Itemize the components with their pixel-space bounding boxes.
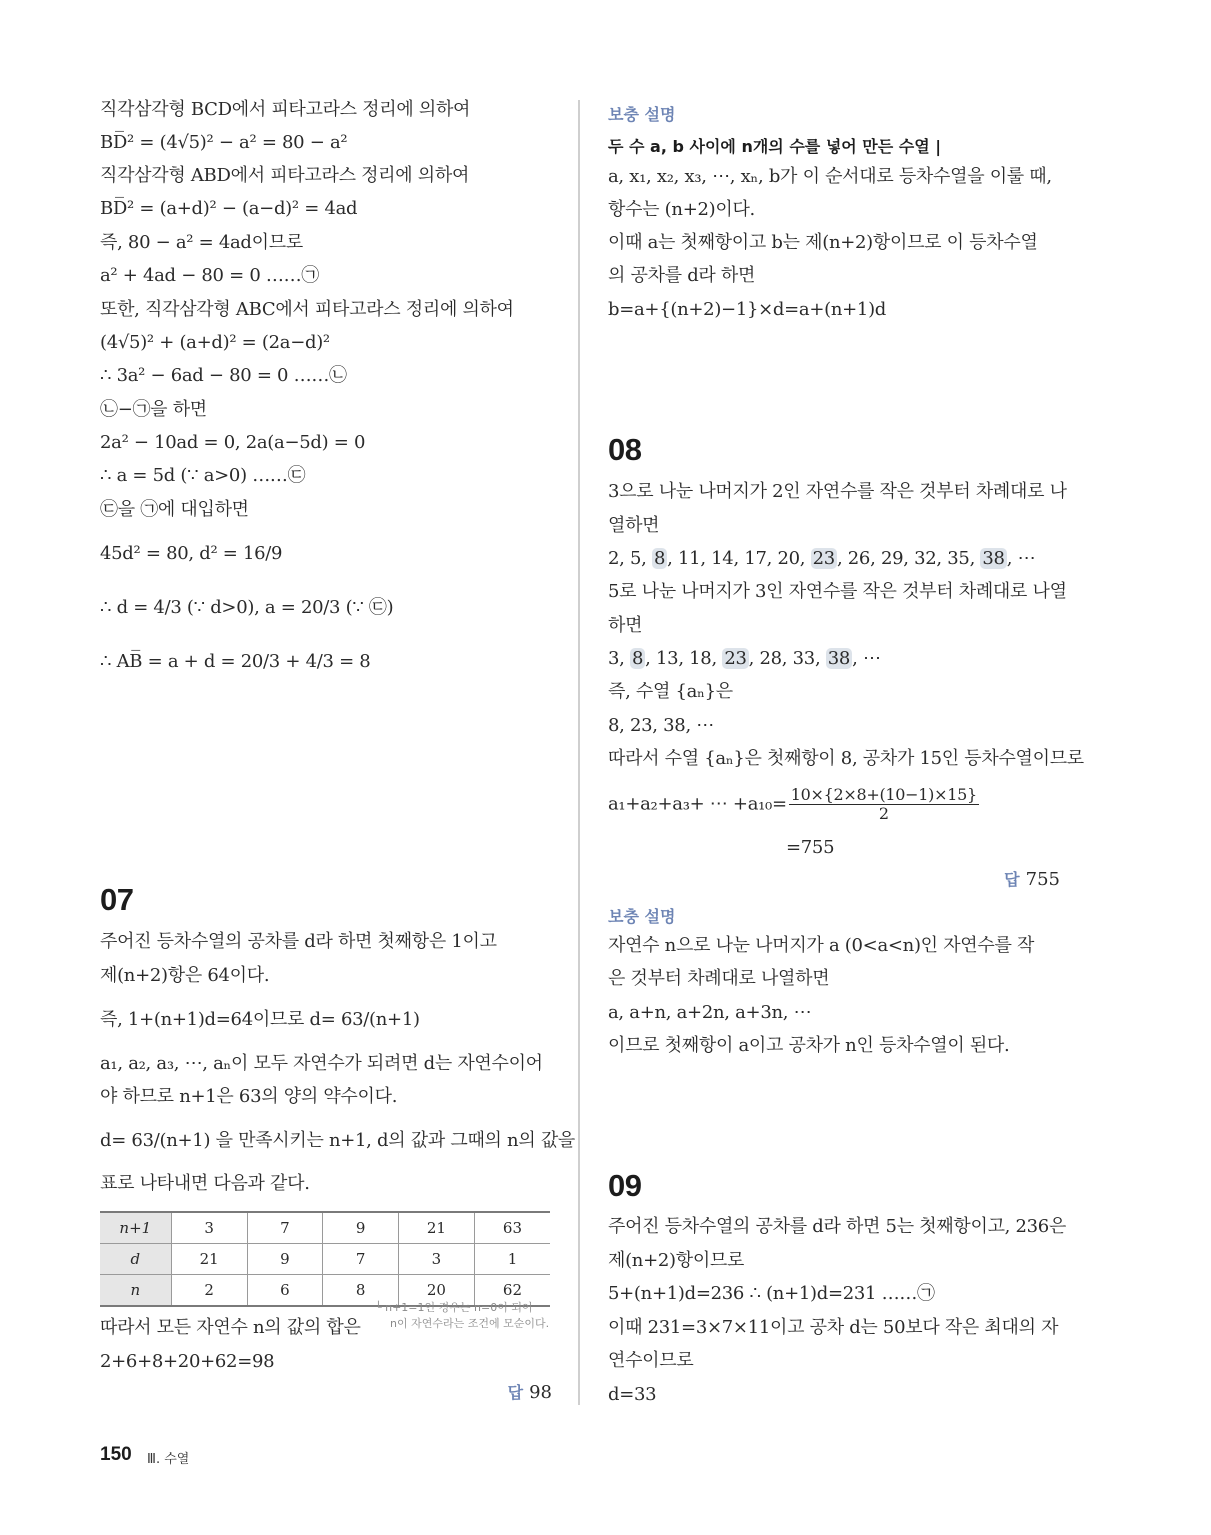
answer-label: 답 <box>1004 870 1020 889</box>
table-cell: 3 <box>171 1212 247 1244</box>
text-line: 즉, 80 − a² = 4ad이므로 <box>100 232 303 253</box>
text-line: a, x₁, x₂, x₃, ⋯, xₙ, b가 이 순서대로 등차수열을 이룰 때, <box>608 166 1052 187</box>
fraction <box>789 786 979 823</box>
sequence-line-2: 3, 8 , 13, 18, 23 , 28, 33, 38 , ⋯ <box>608 648 881 669</box>
seq-term-highlighted: 23 <box>812 548 835 569</box>
table-row <box>100 1244 550 1275</box>
equation-line: ∴ a = 5d (∵ a>0) ……㉢ <box>100 465 306 486</box>
supplement-title: 보충 설명 <box>608 105 676 124</box>
text-line: 자연수 n으로 나눈 나머지가 a (0<a<n)인 자연수를 작 <box>608 935 1035 956</box>
answer-value: 755 <box>1025 869 1060 890</box>
text-line: 표로 나타내면 다음과 같다. <box>100 1173 310 1194</box>
page-number: 150 <box>100 1444 132 1465</box>
text-line: 의 공차를 d라 하면 <box>608 265 756 286</box>
table-cell: 9 <box>323 1212 399 1244</box>
seq-term: 13 <box>656 648 679 669</box>
row-header: n+1 <box>100 1212 171 1244</box>
seq-term-highlighted: 38 <box>982 548 1005 569</box>
equation-line: 2+6+8+20+62=98 <box>100 1351 275 1372</box>
seq-term: 5 <box>630 548 642 569</box>
seq-term-highlighted: 23 <box>724 648 747 669</box>
text-line: 따라서 모든 자연수 n의 값의 합은 <box>100 1317 361 1338</box>
text-line: 5로 나눈 나머지가 3인 자연수를 작은 것부터 차례대로 나열 <box>608 581 1067 602</box>
section-label: Ⅲ. 수열 <box>147 1452 190 1467</box>
seq-term-highlighted: 8 <box>632 648 644 669</box>
table-cell: 2 <box>171 1275 247 1307</box>
seq-term: 17 <box>744 548 767 569</box>
column-divider <box>578 100 580 1405</box>
seq-term: 11 <box>678 548 701 569</box>
seq-term: 18 <box>689 648 712 669</box>
table-cell: 7 <box>247 1212 323 1244</box>
text-line: 또한, 직각삼각형 ABC에서 피타고라스 정리에 의하여 <box>100 299 514 320</box>
row-header: d <box>100 1244 171 1275</box>
text-line: ㉢을 ㉠에 대입하면 <box>100 499 249 520</box>
text-line: 3으로 나눈 나머지가 2인 자연수를 작은 것부터 차례대로 나 <box>608 481 1067 502</box>
sum-result: =755 <box>786 837 835 858</box>
text-line: ㉡−㉠을 하면 <box>100 399 207 420</box>
sum-equation <box>608 786 981 823</box>
seq-term: 33 <box>792 648 815 669</box>
answer-value: 98 <box>529 1382 552 1403</box>
equation-line: 5+(n+1)d=236 ∴ (n+1)d=231 ……㉠ <box>608 1283 935 1304</box>
seq-term: 20 <box>777 548 800 569</box>
equation-line: ∴ AB̅ = a + d = 20/3 + 4/3 = 8 <box>100 651 371 672</box>
equation-line: 45d² = 80, d² = 16/9 <box>100 543 283 564</box>
equation-line: (4√5)² + (a+d)² = (2a−d)² <box>100 332 330 353</box>
table-cell: 1 <box>474 1244 550 1275</box>
text-line: 제(n+2)항은 64이다. <box>100 965 270 986</box>
table-cell: 6 <box>247 1275 323 1307</box>
seq-term: ⋯ <box>862 648 881 669</box>
problem-number-09: 09 <box>608 1168 642 1203</box>
table-cell: 3 <box>398 1244 474 1275</box>
table-cell: 21 <box>171 1244 247 1275</box>
equation-line: 2a² − 10ad = 0, 2a(a−5d) = 0 <box>100 432 366 453</box>
seq-term: 32 <box>914 548 937 569</box>
table-cell: 21 <box>398 1212 474 1244</box>
table-cell: 20 <box>398 1275 474 1307</box>
text-line: 열하면 <box>608 515 660 536</box>
equation-line: ∴ 3a² − 6ad − 80 = 0 ……㉡ <box>100 365 347 386</box>
equation-line: BD̅² = (4√5)² − a² = 80 − a² <box>100 132 348 153</box>
sequence-line-1: 2, 5, 8 , 11, 14, 17, 20, 23 , 26, 29, 32, 35, 38 , ⋯ <box>608 548 1036 569</box>
supplement-subtitle: 두 수 a, b 사이에 n개의 수를 넣어 만든 수열 | <box>608 137 942 156</box>
text-line: 야 하므로 n+1은 63의 양의 약수이다. <box>100 1086 398 1107</box>
text-line: 8, 23, 38, ⋯ <box>608 715 714 736</box>
text-line: 주어진 등차수열의 공차를 d라 하면 5는 첫째항이고, 236은 <box>608 1216 1067 1237</box>
text-line: 이때 231=3×7×11이고 공차 d는 50보다 작은 최대의 자 <box>608 1317 1059 1338</box>
table-row <box>100 1212 550 1244</box>
seq-term: 2 <box>608 548 620 569</box>
table-cell: 8 <box>323 1275 399 1307</box>
equation-line: ∴ d = 4/3 (∵ d>0), a = 20/3 (∵ ㉢) <box>100 597 394 618</box>
seq-term: 14 <box>711 548 734 569</box>
text-line: 직각삼각형 ABD에서 피타고라스 정리에 의하여 <box>100 165 470 186</box>
supplement-title: 보충 설명 <box>608 907 676 926</box>
equation-line: b=a+{(n+2)−1}×d=a+(n+1)d <box>608 299 887 320</box>
seq-term-highlighted: 8 <box>654 548 666 569</box>
text-line: 은 것부터 차례대로 나열하면 <box>608 968 830 989</box>
text-line: 하면 <box>608 615 643 636</box>
text-line: 항수는 (n+2)이다. <box>608 199 755 220</box>
text-line: 이때 a는 첫째항이고 b는 제(n+2)항이므로 이 등차수열 <box>608 232 1038 253</box>
text-line: 제(n+2)항이므로 <box>608 1250 745 1271</box>
answer <box>508 1380 552 1403</box>
equation-line: 즉, 1+(n+1)d=64이므로 d= 63/(n+1) <box>100 1009 420 1030</box>
sum-lhs: a₁+a₂+a₃+ ⋯ +a₁₀= <box>608 793 787 815</box>
fraction-numerator: 10×{2×8+(10−1)×15} <box>790 785 977 804</box>
equation-line: d=33 <box>608 1384 657 1405</box>
seq-term: 29 <box>880 548 904 569</box>
table-cell: 62 <box>474 1275 550 1307</box>
text-line: a₁, a₂, a₃, ⋯, aₙ이 모두 자연수가 되려면 d는 자연수이어 <box>100 1053 543 1074</box>
values-table <box>100 1211 550 1307</box>
seq-term: 28 <box>759 648 782 669</box>
row-header: n <box>100 1275 171 1307</box>
seq-term-highlighted: 38 <box>827 648 851 669</box>
seq-term: 35 <box>947 548 970 569</box>
equation-line: a, a+n, a+2n, a+3n, ⋯ <box>608 1002 812 1023</box>
equation-line: d= 63/(n+1) 을 만족시키는 n+1, d의 값과 그때의 n의 값을 <box>100 1130 576 1151</box>
fraction-denominator: 2 <box>878 804 889 823</box>
seq-term: 26 <box>847 548 871 569</box>
answer <box>1004 867 1060 890</box>
table-cell: 7 <box>323 1244 399 1275</box>
text-line: 이므로 첫째항이 a이고 공차가 n인 등차수열이 된다. <box>608 1035 1010 1056</box>
text-line: 따라서 수열 {aₙ}은 첫째항이 8, 공차가 15인 등차수열이므로 <box>608 748 1084 769</box>
problem-number-08: 08 <box>608 432 642 467</box>
equation-line: a² + 4ad − 80 = 0 ……㉠ <box>100 265 320 286</box>
margin-note: └ n+1=1인 경우는 n=0이 되어 <box>375 1301 533 1314</box>
table-cell: 9 <box>247 1244 323 1275</box>
answer-label: 답 <box>507 1383 524 1402</box>
table-cell: 63 <box>474 1212 550 1244</box>
seq-term: 3 <box>608 648 620 669</box>
equation-line: BD̅² = (a+d)² − (a−d)² = 4ad <box>100 198 358 219</box>
text-line: 직각삼각형 BCD에서 피타고라스 정리에 의하여 <box>100 99 471 120</box>
text-line: 연수이므로 <box>608 1350 694 1371</box>
problem-number-07: 07 <box>100 882 134 917</box>
margin-note: n이 자연수라는 조건에 모순이다. <box>390 1317 550 1330</box>
text-line: 주어진 등차수열의 공차를 d라 하면 첫째항은 1이고 <box>100 931 497 952</box>
seq-term: ⋯ <box>1017 548 1036 569</box>
text-line: 즉, 수열 {aₙ}은 <box>608 681 733 702</box>
